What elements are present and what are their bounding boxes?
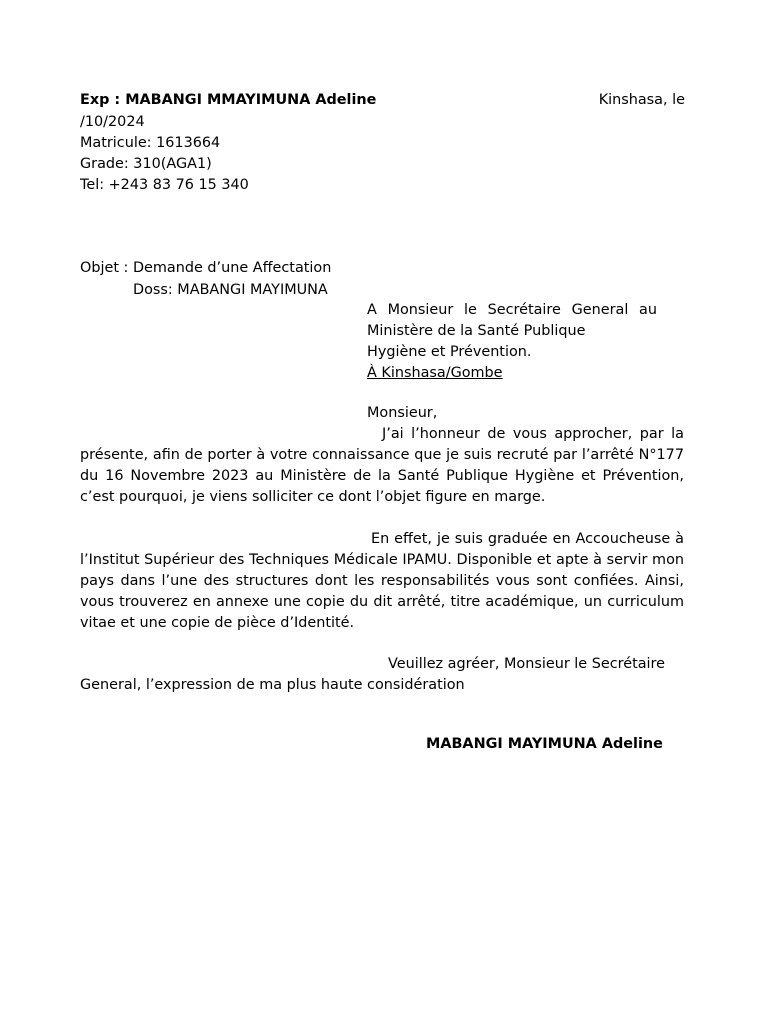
matricule: Matricule: 1613664 [80, 135, 221, 151]
signature-name: MABANGI MAYIMUNA Adeline [426, 736, 663, 752]
closing: Veuillez agréer, Monsieur le Secrétaire General, l’expression de ma plus haute considération [80, 656, 665, 693]
grade: Grade: 310(AGA1) [80, 156, 212, 172]
recipient-line1: A Monsieur le Secrétaire General au Ministère de la Santé Publique [367, 302, 657, 339]
salutation: Monsieur, [367, 405, 438, 421]
date-place: Kinshasa, le [598, 92, 685, 108]
subject-doss: Doss: MABANGI MAYIMUNA [133, 282, 328, 298]
paragraph-1: J’ai l’honneur de vous approcher, par la présente, afin de porter à votre connaissance que je suis recruté par l’arrêté N°177 du 16 Novembre 2023 au Ministère de la Santé Publique Hygiène et Prévention, c’est pourquoi, je viens solliciter ce dont l’objet figure en marge. [80, 426, 684, 505]
telephone: Tel: +243 83 76 15 340 [80, 177, 249, 193]
date-value: /10/2024 [80, 114, 145, 130]
recipient-line2: Hygiène et Prévention. [367, 344, 532, 360]
sender-name: Exp : MABANGI MMAYIMUNA Adeline [80, 92, 377, 108]
subject-objet: Objet : Demande d’une Affectation [80, 260, 332, 276]
paragraph-2: En effet, je suis graduée en Accoucheuse à l’Institut Supérieur des Techniques Médicale IPAMU. Disponible et apte à servir mon pays dans l’une des structures dont les responsabilités vous sont confiées. Ainsi, vous trouverez en annexe une copie du dit arrêté, titre académique, un curriculum vitae et une copie de pièce d’Identité. [80, 531, 684, 631]
recipient-city: À Kinshasa/Gombe [367, 365, 503, 381]
recipient-block [367, 300, 657, 384]
